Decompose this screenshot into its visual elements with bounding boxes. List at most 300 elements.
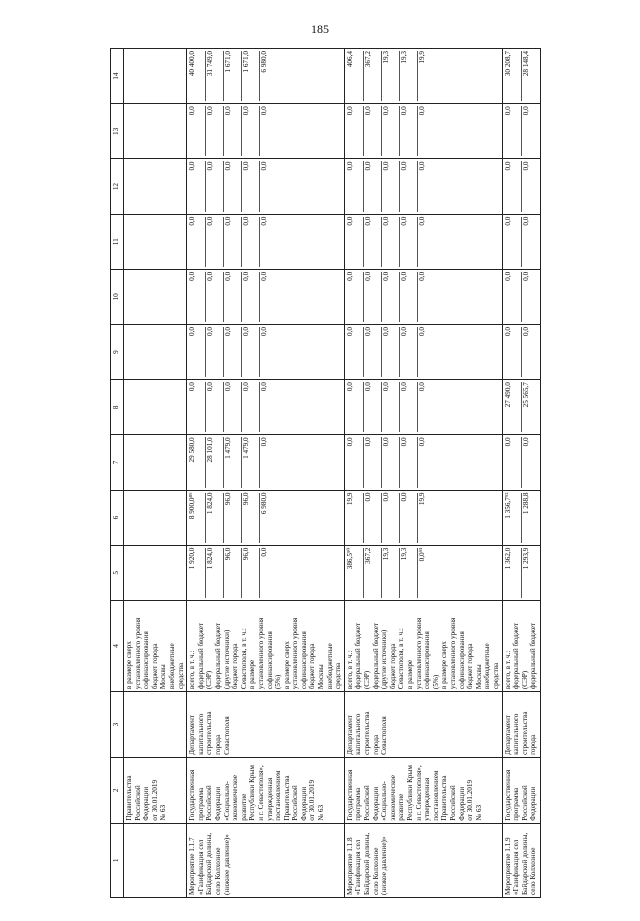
cell-activity: Мероприятие 1.1.9 «Газификация сел Байдарской долины, село Колхозное bbox=[502, 823, 540, 897]
cell-source-line: всего, в т. ч.: bbox=[503, 650, 512, 690]
cell-program-line: Российской bbox=[133, 785, 142, 821]
value-total: 406,4 bbox=[346, 51, 364, 101]
cell-source-line: федеральный бюджет bbox=[529, 622, 538, 690]
col-header-3: 3 bbox=[111, 692, 124, 758]
value-fed_ser: 0,0 bbox=[364, 217, 382, 267]
cell-executor-line: Департамент bbox=[345, 715, 354, 755]
value-sev: 1 479,0 bbox=[224, 437, 242, 487]
cell-source-line: софинансирования bbox=[299, 631, 308, 690]
value-fed_ser: 1 288,8 bbox=[521, 492, 530, 515]
cell-value bbox=[344, 49, 502, 104]
value-total: 0,0 bbox=[346, 161, 364, 211]
cell-source-line: установленного уровня bbox=[133, 617, 142, 690]
value-msk: 19,9 bbox=[417, 492, 426, 506]
table-body bbox=[124, 49, 541, 898]
cell-value bbox=[124, 490, 187, 545]
cell-value bbox=[124, 269, 187, 324]
value-fed_ser: 28 101,0 bbox=[206, 437, 224, 487]
cell-value bbox=[187, 490, 345, 545]
cell-program-line: экономическое bbox=[231, 775, 240, 821]
col-header-4: 4 bbox=[111, 600, 124, 691]
cell-source-line: софинансирования bbox=[423, 631, 432, 690]
value-total: 0,0 bbox=[346, 272, 364, 322]
cell-value bbox=[124, 435, 187, 490]
table-row bbox=[124, 49, 187, 898]
cell-program-line: Федерации bbox=[299, 786, 308, 821]
value-sev5: 0,0 bbox=[242, 217, 260, 267]
cell-executor-line: строительства bbox=[520, 711, 529, 755]
value-sev5: 1 479,0 bbox=[242, 437, 260, 487]
value-sev5: 0,0 bbox=[400, 161, 418, 211]
value-total: 0,0 bbox=[188, 161, 206, 211]
value-fed_ser: 0,0 bbox=[206, 382, 224, 432]
cell-program-line: Государственная bbox=[345, 769, 354, 821]
cell-source-line: Москвы bbox=[159, 664, 168, 690]
cell-value bbox=[344, 159, 502, 214]
cell-executor-line: Департамент bbox=[503, 715, 512, 755]
value-total: 0,0 bbox=[346, 437, 364, 487]
value-msk: 0,0 bbox=[417, 106, 426, 116]
value-sev: 0,0 bbox=[382, 217, 400, 267]
col-header-10: 10 bbox=[111, 269, 124, 324]
cell-program-line: и г. Севастополя», bbox=[414, 765, 423, 821]
value-total: 29 580,0 bbox=[188, 437, 206, 487]
value-total: 0,0 bbox=[504, 327, 522, 377]
cell-program bbox=[124, 757, 187, 823]
cell-source-line: бюджет города bbox=[388, 643, 397, 690]
cell-executor-line: строительства bbox=[363, 711, 372, 755]
value-sev5: 0,0 bbox=[242, 382, 260, 432]
cell-program-line: Государственная bbox=[188, 769, 197, 821]
cell-activity: Мероприятие 1.1.8 «Газификация сел Байдарской долины, село Колхозное (низкое давление)» bbox=[344, 823, 502, 897]
cell-source-line: Москвы bbox=[317, 664, 326, 690]
cell-source bbox=[187, 600, 345, 691]
cell-source-line: (5%) bbox=[431, 674, 440, 690]
cell-value bbox=[187, 380, 345, 435]
value-total: 0,0 bbox=[504, 161, 522, 211]
value-fed_ser: 0,0 bbox=[364, 493, 382, 543]
cell-source-line: бюджет города bbox=[308, 643, 317, 690]
cell-value bbox=[124, 380, 187, 435]
cell-value bbox=[344, 545, 502, 600]
value-fed_ser: 0,0 bbox=[206, 272, 224, 322]
value-total: 0,0 bbox=[346, 217, 364, 267]
cell-source-line: софинансирования bbox=[265, 631, 274, 690]
cell-value bbox=[344, 325, 502, 380]
value-msk: 19,9 bbox=[417, 51, 426, 64]
cell-source-line: бюджет города bbox=[466, 643, 475, 690]
value-fed_ser: 367,2 bbox=[364, 548, 382, 598]
value-total: 0,0 bbox=[346, 327, 364, 377]
value-msk: 0,0 bbox=[260, 382, 269, 392]
cell-source-line: федеральный бюджет bbox=[196, 622, 205, 690]
cell-program-line: Правительства bbox=[125, 775, 133, 821]
cell-value bbox=[344, 380, 502, 435]
cell-source-line: внебюджетные bbox=[167, 643, 176, 690]
cell-source-line: в размере bbox=[248, 659, 257, 690]
cell-program-line: программа bbox=[512, 787, 521, 821]
value-sev: 96,0 bbox=[224, 493, 242, 543]
value-sev: 0,0 bbox=[224, 161, 242, 211]
cell-activity bbox=[124, 823, 187, 897]
value-msk: 6 980,0 bbox=[260, 492, 269, 515]
cell-program-line: развитие bbox=[239, 793, 248, 821]
cell-program-line: Российской bbox=[363, 785, 372, 821]
rotated-table-container bbox=[110, 48, 540, 898]
value-msk: 6 980,0 bbox=[260, 51, 269, 73]
cell-value bbox=[187, 104, 345, 159]
value-sev5: 96,0 bbox=[242, 493, 260, 543]
cell-program-line: от 30.01.2019 bbox=[466, 779, 475, 821]
value-fed_ser: 0,0 bbox=[206, 161, 224, 211]
cell-program-line: «Социально- bbox=[222, 781, 231, 821]
col-header-12: 12 bbox=[111, 159, 124, 214]
cell-executor bbox=[344, 692, 502, 758]
value-total: 0,0 bbox=[504, 437, 522, 487]
value-fed_ser: 31 749,0 bbox=[206, 51, 224, 101]
cell-source-line: всего, в т. ч.: bbox=[345, 650, 354, 690]
value-total: 40 400,0 bbox=[188, 51, 206, 101]
value-sev: 0,0 bbox=[224, 382, 242, 432]
value-sev5: 0,0 bbox=[400, 106, 418, 156]
cell-program-line: постановлением bbox=[274, 770, 283, 821]
value-fed_ser: 0,0 bbox=[206, 217, 224, 267]
cell-program-line: № 63 bbox=[474, 804, 483, 821]
cell-source-line: в размере сверх bbox=[440, 641, 449, 690]
value-fed_ser: 28 148,4 bbox=[521, 51, 530, 77]
value-total: 0,0 bbox=[188, 272, 206, 322]
value-msk: 0,0 bbox=[417, 271, 426, 281]
value-sev: 0,0 bbox=[382, 382, 400, 432]
cell-executor-line: капитального bbox=[354, 713, 363, 755]
cell-program-line: Федерации bbox=[457, 786, 466, 821]
col-header-5: 5 bbox=[111, 545, 124, 600]
value-msk: 0,0 bbox=[417, 216, 426, 226]
value-msk: 0,0 bbox=[417, 437, 426, 447]
cell-activity: Мероприятие 1.1.7 «Газификация сел Байдарской долины, село Колхозное (нижнее давление)» bbox=[187, 823, 345, 897]
cell-source-line: софинансирования bbox=[142, 631, 151, 690]
cell-value bbox=[187, 435, 345, 490]
cell-program-line: и г. Севастополя», bbox=[256, 765, 265, 821]
cell-source-line: средства bbox=[176, 662, 185, 690]
value-sev: 0,0 bbox=[224, 106, 242, 156]
value-fed_ser: 1 824,0 bbox=[206, 493, 224, 543]
cell-program-line: утвержденная bbox=[265, 777, 274, 821]
cell-program-line: утвержденная bbox=[423, 777, 432, 821]
cell-executor-line: города bbox=[371, 734, 380, 755]
value-msk: 0,0 bbox=[417, 382, 426, 392]
col-header-2: 2 bbox=[111, 757, 124, 823]
value-fed_ser: 0,0 bbox=[364, 437, 382, 487]
cell-program-line: развитие bbox=[397, 793, 406, 821]
cell-value bbox=[187, 545, 345, 600]
value-total: 0,0 bbox=[188, 382, 206, 432]
cell-value bbox=[187, 49, 345, 104]
value-total: 0,0 bbox=[188, 327, 206, 377]
cell-source-line: (другие источники) bbox=[222, 629, 231, 690]
cell-source-line: федеральный бюджет bbox=[213, 622, 222, 690]
cell-executor-line: города bbox=[529, 734, 538, 755]
value-msk: 0,0 bbox=[417, 327, 426, 336]
value-sev5: 0,0 bbox=[400, 493, 418, 543]
cell-program bbox=[344, 757, 502, 823]
value-msk: 0,0 bbox=[260, 271, 269, 281]
cell-executor bbox=[124, 692, 187, 758]
cell-source-line: (СЭР) bbox=[205, 670, 214, 690]
cell-program-line: Федерации bbox=[529, 786, 538, 821]
cell-source-line: установленного уровня bbox=[414, 617, 423, 690]
value-fed_ser: 0,0 bbox=[521, 327, 530, 336]
cell-value bbox=[502, 159, 540, 214]
value-sev: 0,0 bbox=[382, 493, 400, 543]
value-sev5: 0,0 bbox=[242, 327, 260, 377]
page-number: 185 bbox=[311, 22, 329, 36]
value-fed_ser: 0,0 bbox=[364, 272, 382, 322]
table-row bbox=[344, 49, 502, 898]
cell-value bbox=[502, 49, 540, 104]
value-sev: 0,0 bbox=[382, 327, 400, 377]
cell-executor-line: Департамент bbox=[188, 715, 197, 755]
value-total: 1 356,7⁹² bbox=[504, 493, 522, 543]
col-header-11: 11 bbox=[111, 214, 124, 269]
cell-program-line: программа bbox=[354, 787, 363, 821]
cell-value bbox=[344, 269, 502, 324]
value-fed_ser: 1 824,0 bbox=[206, 548, 224, 598]
cell-value bbox=[344, 490, 502, 545]
cell-value bbox=[187, 269, 345, 324]
header-row bbox=[111, 49, 124, 898]
cell-program-line: Федерации bbox=[371, 786, 380, 821]
value-fed_ser: 0,0 bbox=[521, 106, 530, 116]
cell-program-line: «Социально- bbox=[380, 781, 389, 821]
cell-program bbox=[502, 757, 540, 823]
col-header-6: 6 bbox=[111, 490, 124, 545]
value-fed_ser: 0,0 bbox=[364, 327, 382, 377]
cell-executor bbox=[187, 692, 345, 758]
cell-value bbox=[502, 214, 540, 269]
cell-source-line: внебюджетные bbox=[325, 643, 334, 690]
cell-source-line: установленного уровня bbox=[448, 617, 457, 690]
table-row bbox=[502, 49, 540, 898]
cell-program-line: Республики Крым bbox=[406, 765, 414, 821]
cell-program-line: Правительства bbox=[440, 775, 449, 821]
cell-source-line: в размере сверх bbox=[282, 641, 291, 690]
value-sev5: 19,3 bbox=[400, 51, 418, 101]
cell-source-line: средства bbox=[334, 662, 343, 690]
value-sev: 19,3 bbox=[382, 51, 400, 101]
cell-source-line: (5%) bbox=[274, 674, 283, 690]
value-fed_ser: 0,0 bbox=[206, 327, 224, 377]
cell-source-line: бюджет города bbox=[150, 643, 159, 690]
value-fed_ser: 0,0 bbox=[364, 106, 382, 156]
value-msk: 0,0 bbox=[260, 106, 269, 116]
value-msk: 0,0 bbox=[260, 161, 269, 171]
budget-table bbox=[110, 48, 541, 898]
value-total: 19,9 bbox=[346, 493, 364, 543]
value-fed_ser: 0,0 bbox=[521, 437, 530, 447]
cell-program-line: № 63 bbox=[317, 804, 326, 821]
cell-source-line: установленного уровня bbox=[256, 617, 265, 690]
cell-source-line: бюджет города bbox=[231, 643, 240, 690]
value-msk: 0,0 bbox=[260, 437, 269, 447]
cell-value bbox=[344, 214, 502, 269]
cell-source bbox=[344, 600, 502, 691]
cell-source-line: Севастополя, в т. ч.: bbox=[397, 628, 406, 690]
cell-value bbox=[502, 325, 540, 380]
value-total: 386,5⁹⁰ bbox=[346, 548, 364, 598]
value-sev5: 1 671,0 bbox=[242, 51, 260, 101]
cell-value bbox=[124, 159, 187, 214]
cell-program-line: Российской bbox=[448, 785, 457, 821]
cell-program-line: Российской bbox=[205, 785, 214, 821]
cell-program-line: Федерации bbox=[213, 786, 222, 821]
cell-program-line: Государственная bbox=[503, 769, 512, 821]
value-sev5: 0,0 bbox=[400, 382, 418, 432]
value-sev5: 0,0 bbox=[400, 272, 418, 322]
value-fed_ser: 0,0 bbox=[364, 382, 382, 432]
value-fed_ser: 1 293,9 bbox=[521, 547, 530, 570]
cell-executor-line: Севастополя bbox=[222, 716, 231, 755]
cell-value bbox=[502, 545, 540, 600]
cell-source-line: внебюджетные bbox=[483, 643, 492, 690]
cell-value bbox=[344, 104, 502, 159]
value-sev: 1 671,0 bbox=[224, 51, 242, 101]
value-fed_ser: 0,0 bbox=[521, 271, 530, 281]
cell-executor-line: строительства bbox=[205, 711, 214, 755]
value-total: 0,0 bbox=[188, 217, 206, 267]
col-header-9: 9 bbox=[111, 325, 124, 380]
cell-executor-line: капитального bbox=[512, 713, 521, 755]
value-sev: 0,0 bbox=[224, 327, 242, 377]
value-sev5: 0,0 bbox=[242, 106, 260, 156]
value-msk: 0,0⁹¹ bbox=[417, 547, 426, 562]
col-header-1: 1 bbox=[111, 823, 124, 897]
col-header-8: 8 bbox=[111, 380, 124, 435]
cell-source-line: установленного уровня bbox=[291, 617, 300, 690]
cell-source-line: Москвы bbox=[474, 664, 483, 690]
cell-executor bbox=[502, 692, 540, 758]
cell-source-line: (другие источники) bbox=[380, 629, 389, 690]
value-sev: 0,0 bbox=[224, 217, 242, 267]
value-total: 0,0 bbox=[346, 106, 364, 156]
value-fed_ser: 0,0 bbox=[206, 106, 224, 156]
value-sev5: 19,3 bbox=[400, 548, 418, 598]
cell-executor-line: капитального bbox=[196, 713, 205, 755]
cell-program-line: от 30.01.2019 bbox=[150, 779, 159, 821]
cell-value bbox=[502, 435, 540, 490]
col-header-13: 13 bbox=[111, 104, 124, 159]
cell-source-line: (СЭР) bbox=[520, 670, 529, 690]
value-fed_ser: 367,2 bbox=[364, 51, 382, 101]
value-total: 1 920,0 bbox=[188, 548, 206, 598]
cell-program-line: постановлением bbox=[431, 770, 440, 821]
value-total: 0,0 bbox=[504, 106, 522, 156]
value-total: 1 362,0 bbox=[504, 548, 522, 598]
cell-source-line: Севастополя, в т. ч.: bbox=[239, 628, 248, 690]
cell-program-line: программа bbox=[196, 787, 205, 821]
cell-value bbox=[187, 325, 345, 380]
cell-value bbox=[187, 214, 345, 269]
cell-program-line: от 30.01.2019 bbox=[308, 779, 317, 821]
value-total: 0,0 bbox=[504, 272, 522, 322]
cell-value bbox=[124, 545, 187, 600]
cell-program bbox=[187, 757, 345, 823]
cell-value bbox=[344, 435, 502, 490]
cell-value bbox=[502, 269, 540, 324]
cell-source-line: в размере сверх bbox=[125, 641, 133, 690]
cell-source-line: (СЭР) bbox=[363, 670, 372, 690]
value-msk: 0,0 bbox=[417, 161, 426, 171]
cell-value bbox=[124, 325, 187, 380]
cell-value bbox=[124, 49, 187, 104]
value-total: 30 208,7 bbox=[504, 51, 522, 101]
cell-source-line: федеральный бюджет bbox=[512, 622, 521, 690]
cell-value bbox=[502, 380, 540, 435]
cell-executor-line: Севастополя bbox=[380, 716, 389, 755]
value-sev: 0,0 bbox=[382, 272, 400, 322]
col-header-14: 14 bbox=[111, 49, 124, 104]
cell-program-line: Федерации bbox=[142, 786, 151, 821]
value-total: 0,0 bbox=[346, 382, 364, 432]
value-sev: 0,0 bbox=[224, 272, 242, 322]
cell-source-line: средства bbox=[491, 662, 500, 690]
value-total: 0,0 bbox=[188, 106, 206, 156]
value-sev: 19,3 bbox=[382, 548, 400, 598]
cell-source-line: федеральный бюджет bbox=[354, 622, 363, 690]
value-total: 27 490,0 bbox=[504, 382, 522, 432]
cell-program-line: Российской bbox=[520, 785, 529, 821]
value-fed_ser: 0,0 bbox=[521, 161, 530, 171]
value-sev5: 0,0 bbox=[400, 217, 418, 267]
cell-value bbox=[187, 159, 345, 214]
value-sev: 0,0 bbox=[382, 106, 400, 156]
cell-program-line: Правительства bbox=[282, 775, 291, 821]
cell-source bbox=[502, 600, 540, 691]
col-header-7: 7 bbox=[111, 435, 124, 490]
value-total: 0,0 bbox=[504, 217, 522, 267]
value-fed_ser: 0,0 bbox=[521, 216, 530, 226]
cell-source-line: в размере bbox=[406, 659, 414, 690]
cell-program-line: Российской bbox=[291, 785, 300, 821]
cell-program-line: № 63 bbox=[159, 804, 168, 821]
value-sev: 0,0 bbox=[382, 161, 400, 211]
value-sev5: 96,0 bbox=[242, 548, 260, 598]
cell-source-line: федеральный бюджет bbox=[371, 622, 380, 690]
cell-executor-line: города bbox=[213, 734, 222, 755]
cell-value bbox=[124, 214, 187, 269]
table-row bbox=[187, 49, 345, 898]
value-fed_ser: 0,0 bbox=[364, 161, 382, 211]
cell-program-line: Республики Крым bbox=[248, 765, 257, 821]
value-msk: 0,0 bbox=[260, 216, 269, 226]
value-total: 8 900,0⁸⁹ bbox=[188, 493, 206, 543]
cell-source-line: всего, в т. ч.: bbox=[188, 650, 197, 690]
value-fed_ser: 25 565,7 bbox=[521, 382, 530, 408]
value-sev5: 0,0 bbox=[242, 161, 260, 211]
value-sev5: 0,0 bbox=[400, 437, 418, 487]
cell-value bbox=[502, 104, 540, 159]
cell-source bbox=[124, 600, 187, 691]
value-sev5: 0,0 bbox=[400, 327, 418, 377]
cell-value bbox=[502, 490, 540, 545]
value-msk: 0,0 bbox=[260, 327, 269, 336]
value-msk: 0,0 bbox=[260, 547, 269, 557]
value-sev: 0,0 bbox=[382, 437, 400, 487]
cell-value bbox=[124, 104, 187, 159]
cell-source-line: софинансирования bbox=[457, 631, 466, 690]
value-sev5: 0,0 bbox=[242, 272, 260, 322]
cell-program-line: экономическое bbox=[388, 775, 397, 821]
